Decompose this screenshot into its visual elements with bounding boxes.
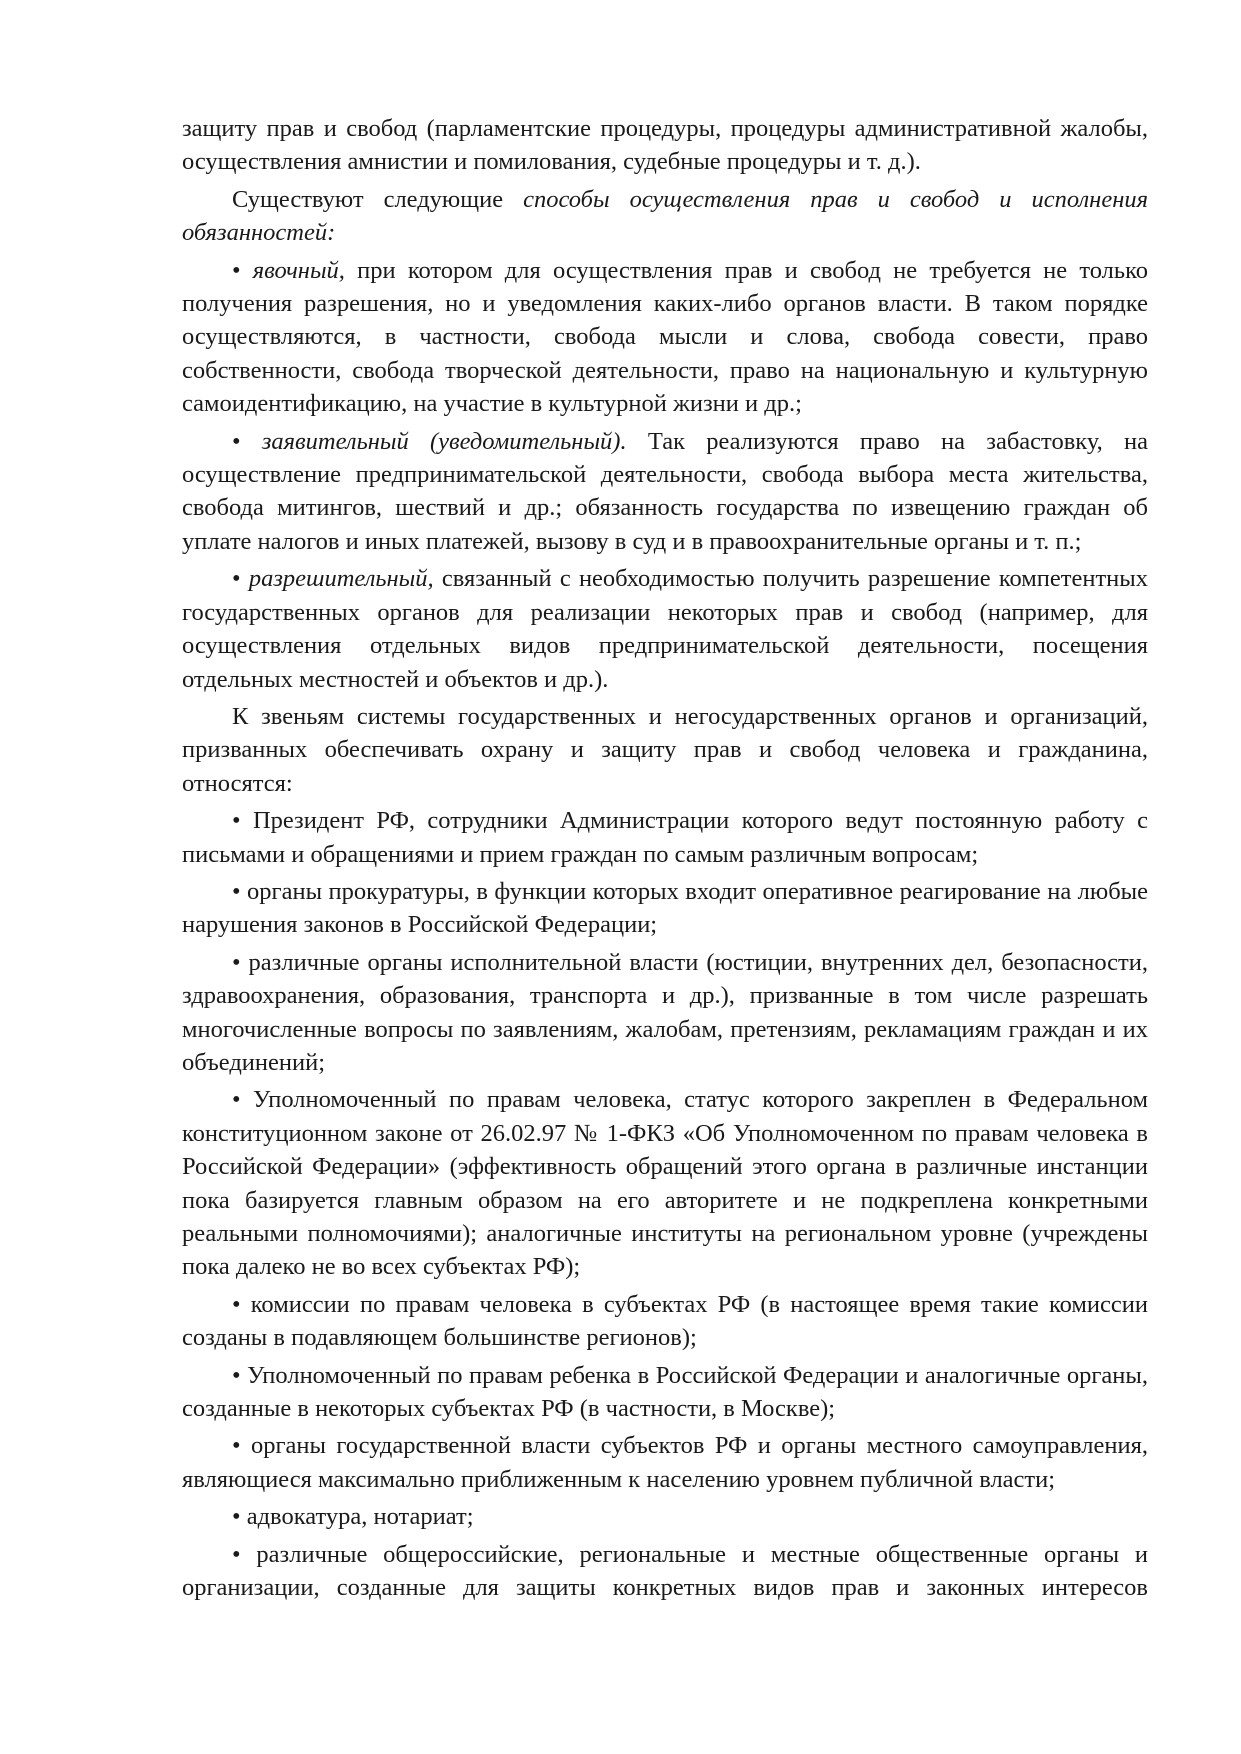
text-run: • органы государственной власти субъектов РФ и органы местного самоуправления, являющиеся максимально приближенным к населению уровнем публичной власти;: [182, 1432, 1148, 1493]
text-run: • Президент РФ, сотрудники Администрации которого ведут постоянную работу с письмами и обращениями и прием граждан по самым различным вопросам;: [182, 807, 1148, 868]
text-run: • Уполномоченный по правам человека, статус которого закреплен в Федеральном конституционном законе от 26.02.97 № 1-ФКЗ «Об Уполномоченном по правам человека в Российской Федерации» (эффективность обращений этого органа в различные инстанции пока базируется главным образом на его авторитете и не подкреплена конкретными реальными полномочиями); аналогичные институты на региональном уровне (учреждены пока далеко не во всех субъектах РФ);: [182, 1086, 1148, 1281]
paragraph: [182, 183, 1148, 250]
text-run: связанный с необходимостью получить разрешение компетентных государственных органов для реализации некоторых прав и свобод (например, для осуществления отдельных видов предпринимательской деятельности, посещения отдельных местностей и объектов и др.).: [182, 565, 1149, 693]
text-run: • различные общероссийские, региональные и местные общественные органы и организации, созданные для защиты конкретных видов прав и законных интересов: [182, 1540, 1148, 1602]
paragraph: [182, 425, 1148, 559]
paragraph: [182, 562, 1148, 696]
text-run: •: [232, 427, 262, 455]
paragraph: [182, 1429, 1148, 1496]
text-run: Существуют следующие: [232, 185, 524, 213]
text-run: К звеньям системы государственных и негосударственных органов и организаций, призванных обеспечивать охрану и защиту прав и свобод человека и гражданина, относятся:: [182, 702, 1148, 797]
paragraph: [182, 1359, 1148, 1426]
paragraph: [182, 1083, 1148, 1283]
paragraph: [182, 1500, 1148, 1533]
paragraph: [182, 700, 1148, 800]
italic-text: явочный,: [252, 256, 345, 284]
paragraph: [182, 112, 1148, 179]
paragraph: [182, 1288, 1148, 1355]
text-run: Так реализуются право на забастовку, на осуществление предпринимательской деятельности, свобода выбора места жительства, свобода митингов, шествий и др.; обязанность государства по извещению граждан об уплате налогов и иных платежей, вызову в суд и в правоохранительные органы и т. п.;: [182, 427, 1148, 555]
text-run: при котором для осуществления прав и свобод не требуется не только получения разрешения, но и уведомления каких-либо органов власти. В таком порядке осуществляются, в частности, свобода мысли и слова, свобода совести, право собственности, свобода творческой деятельности, право на национальную и культурную самоидентификацию, на участие в культурной жизни и др.;: [182, 256, 1148, 418]
italic-text: разрешительный,: [248, 565, 434, 593]
document-page: [182, 112, 1148, 1608]
italic-text: заявительный (уведомительный).: [261, 427, 627, 455]
paragraph: [182, 804, 1148, 871]
paragraph: [182, 946, 1148, 1080]
text-run: •: [232, 256, 253, 284]
text-run: •: [232, 565, 249, 593]
italic-text: способы осуществления прав и свобод и исполнения обязанностей:: [182, 185, 1149, 247]
paragraph: [182, 254, 1148, 421]
paragraph: [182, 1538, 1148, 1605]
paragraph: [182, 875, 1148, 942]
text-run: • Уполномоченный по правам ребенка в Российской Федерации и аналогичные органы, созданные в некоторых субъектах РФ (в частности, в Москве);: [182, 1361, 1148, 1423]
text-run: • комиссии по правам человека в субъектах РФ (в настоящее время такие комиссии созданы в подавляющем большинстве регионов);: [182, 1290, 1148, 1352]
text-run: • адвокатура, нотариат;: [232, 1503, 474, 1531]
text-run: защиту прав и свобод (парламентские процедуры, процедуры административной жалобы, осуществления амнистии и помилования, судебные процедуры и т. д.).: [182, 115, 1148, 176]
text-run: • различные органы исполнительной власти (юстиции, внутренних дел, безопасности, здравоохранения, образования, транспорта и др.), призванные в том числе разрешать многочисленные вопросы по заявлениям, жалобам, претензиям, рекламациям граждан и их объединений;: [182, 948, 1148, 1076]
text-run: • органы прокуратуры, в функции которых входит оперативное реагирование на любые нарушения законов в Российской Федерации;: [182, 877, 1148, 939]
